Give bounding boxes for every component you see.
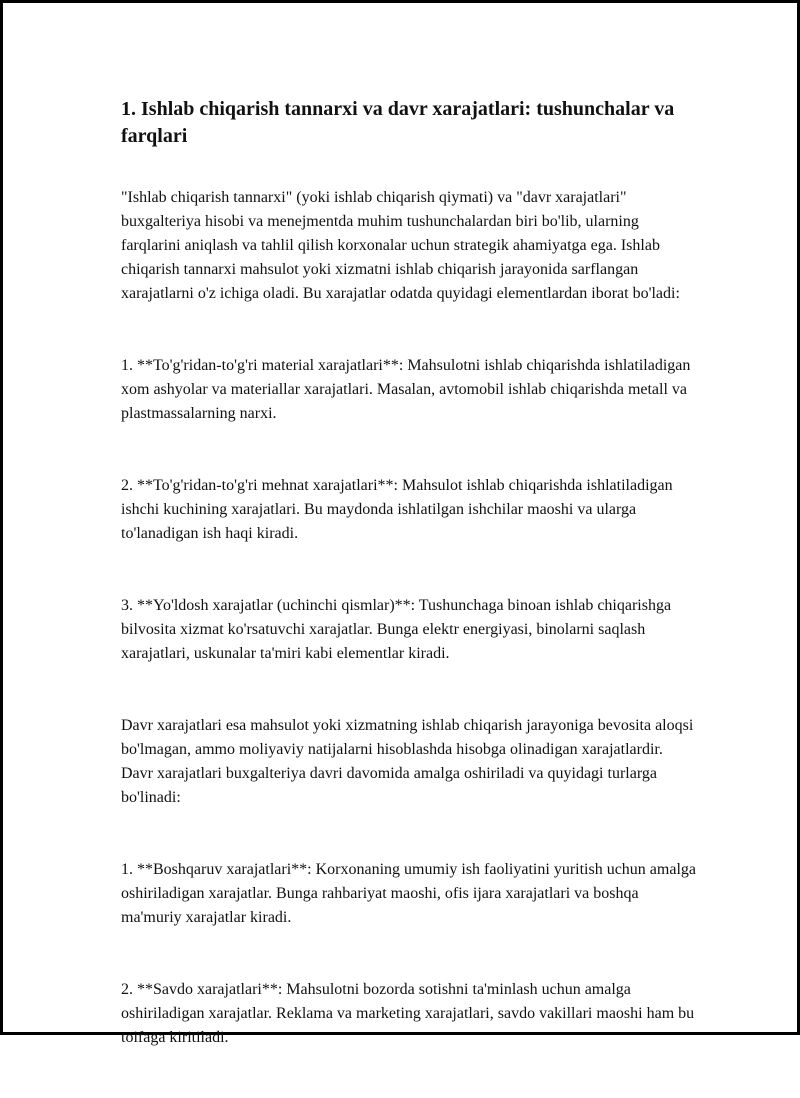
list-item-overhead: 3. **Yo'ldosh xarajatlar (uchinchi qismlar)**: Tushunchaga binoan ishlab chiqarishga bilvosita xizmat ko'rsatuvchi xarajatlar. Bunga elektr energiyasi, binolarni saqlash xarajatlari, uskunalar ta'miri kabi elementlar kiradi. (121, 597, 672, 662)
intro-paragraph: "Ishlab chiqarish tannarxi" (yoki ishlab chiqarish qiymati) va "davr xarajatlari" buxgalteriya hisobi va menejmentda muhim tushunchalardan biri bo'lib, ularning farqlarini aniqlash va tahlil qilish korxonalar uchun strategik ahamiyatga ega. Ishlab chiqarish tannarxi mahsulot yoki xizmatni ishlab chiqarish jarayonida sarflangan xarajatlarni o'z ichiga oladi. Bu xarajatlar odatda quyidagi elementlardan iborat bo'ladi: (121, 189, 680, 302)
list-item-administrative: 1. **Boshqaruv xarajatlari**: Korxonaning umumiy ish faoliyatini yuritish uchun amalga oshiriladigan xarajatlar. Bunga rahbariyat maoshi, ofis ijara xarajatlari va boshqa ma'muriy xarajatlar kiradi. (121, 861, 696, 926)
list-item-direct-material: 1. **To'g'ridan-to'g'ri material xarajatlari**: Mahsulotni ishlab chiqarishda ishlatiladigan xom ashyolar va materiallar xarajatlari. Masalan, avtomobil ishlab chiqarishda metall va plastmassalarning narxi. (121, 357, 691, 422)
list-item-selling: 2. **Savdo xarajatlari**: Mahsulotni bozorda sotishni ta'minlash uchun amalga oshiriladigan xarajatlar. Reklama va marketing xarajatlari, savdo vakillari maoshi ham bu toifaga kiritiladi. (121, 981, 695, 1046)
document-body (121, 162, 696, 1098)
period-costs-paragraph: Davr xarajatlari esa mahsulot yoki xizmatning ishlab chiqarish jarayoniga bevosita aloqsi bo'lmagan, ammo moliyaviy natijalarni hisoblashda hisobga olinadigan xarajatlardir. Davr xarajatlari buxgalteriya davri davomida amalga oshiriladi va quyidagi turlarga bo'linadi: (121, 717, 694, 806)
document-content (121, 96, 696, 1098)
section-title: 1. Ishlab chiqarish tannarxi va davr xarajatlari: tushunchalar va farqlari (121, 98, 675, 147)
list-item-direct-labor: 2. **To'g'ridan-to'g'ri mehnat xarajatlari**: Mahsulot ishlab chiqarishda ishlatiladigan ishchi kuchining xarajatlari. Bu maydonda ishlatilgan ishchilar maoshi va ularga to'lanadigan ish haqi kiradi. (121, 477, 673, 542)
